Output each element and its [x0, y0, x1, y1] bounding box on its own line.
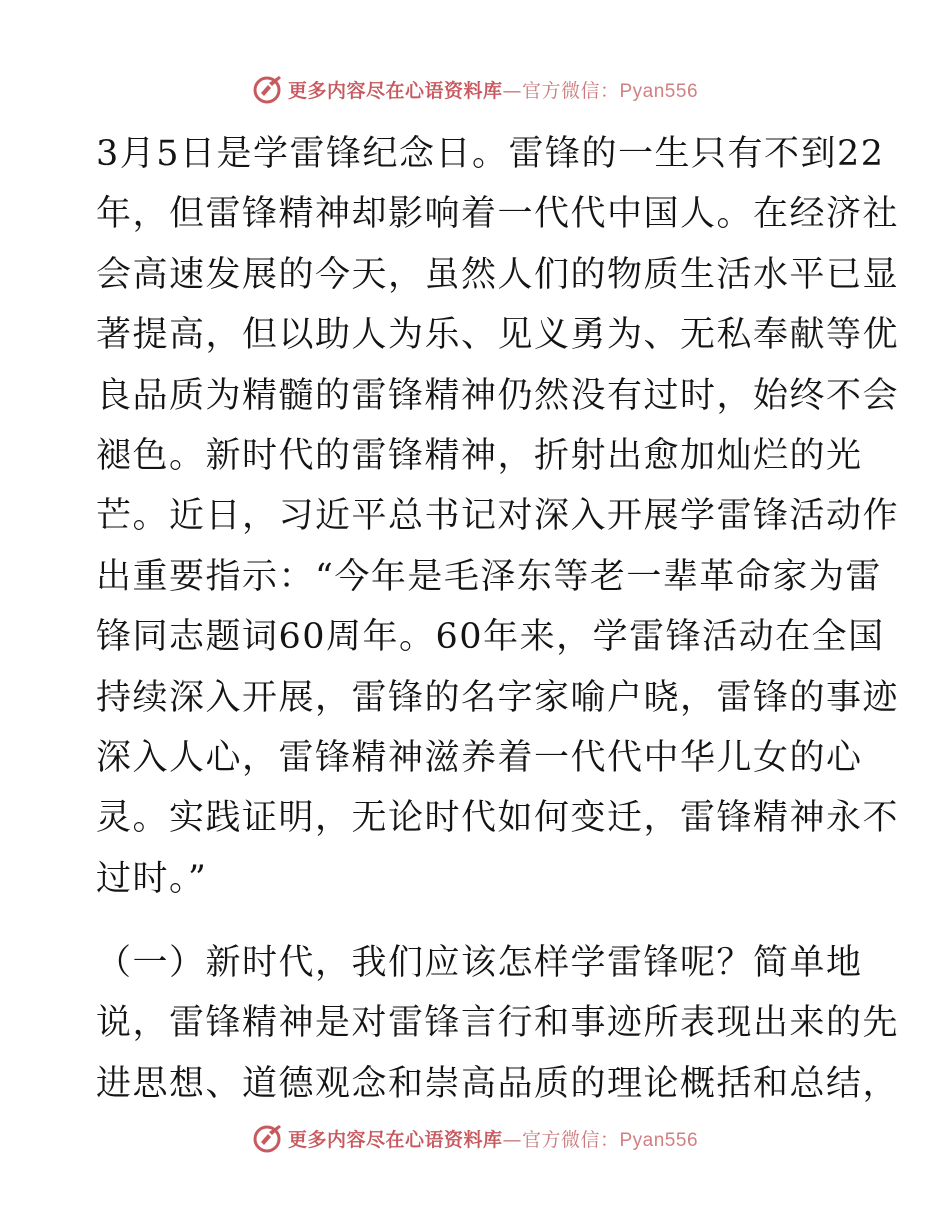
text-line: 良品质为精髓的雷锋精神仍然没有过时，始终不会: [96, 375, 900, 416]
footer-watermark: [0, 1121, 950, 1155]
paragraph-spacer: [96, 909, 866, 933]
book-pen-logo-icon: [252, 1122, 284, 1154]
watermark-library-name: 更多内容尽在心语资料库: [287, 79, 503, 102]
watermark-wechat-id: Pyan556: [619, 80, 699, 102]
paragraph: [96, 124, 900, 909]
text-line: 灵。实践证明，无论时代如何变迁，雷锋精神永不: [96, 798, 900, 839]
watermark-library-name: 更多内容尽在心语资料库: [287, 1128, 503, 1151]
watermark-wechat-label: —官方微信：: [502, 1128, 620, 1151]
text-line: 过时。”: [96, 858, 208, 899]
header-watermark: [0, 72, 950, 106]
document-body: [96, 124, 900, 1114]
watermark-wechat-label: —官方微信：: [502, 79, 620, 102]
text-line: 深入人心，雷锋精神滋养着一代代中华儿女的心: [96, 737, 863, 778]
watermark-text: [288, 76, 698, 103]
text-line: 会高速发展的今天，虽然人们的物质生活水平已显: [96, 254, 900, 295]
text-line: 褪色。新时代的雷锋精神，折射出愈加灿烂的光: [96, 435, 863, 476]
watermark-text: [288, 1125, 698, 1152]
text-line: 3月5日是学雷锋纪念日。雷锋的一生只有不到22: [96, 134, 885, 174]
text-line: 锋同志题词60周年。60年来，学雷锋活动在全国: [96, 617, 885, 658]
text-line: 出重要指示：“今年是毛泽东等老一辈革命家为雷: [96, 556, 882, 597]
text-line: 芒。近日，习近平总书记对深入开展学雷锋活动作: [96, 496, 900, 537]
text-line: （一）新时代，我们应该怎样学雷锋呢？简单地: [96, 943, 863, 984]
paragraph: [96, 933, 900, 1114]
text-line: 年，但雷锋精神却影响着一代代中国人。在经济社: [96, 194, 900, 235]
watermark-wechat-id: Pyan556: [619, 1129, 699, 1151]
text-line: 说，雷锋精神是对雷锋言行和事迹所表现出来的先: [96, 1003, 900, 1044]
text-line: 进思想、道德观念和崇高品质的理论概括和总结，: [96, 1063, 900, 1104]
text-line: 持续深入开展，雷锋的名字家喻户晓，雷锋的事迹: [96, 677, 900, 718]
book-pen-logo-icon: [252, 73, 284, 105]
text-line: 著提高，但以助人为乐、见义勇为、无私奉献等优: [96, 315, 900, 356]
